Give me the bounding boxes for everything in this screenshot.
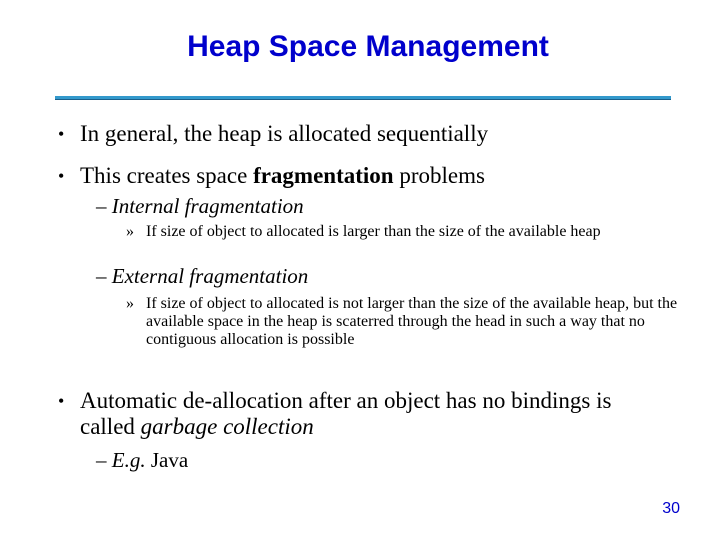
subitem-example-rest: Java [145,448,189,472]
subitem-external-label: External fragmentation [111,264,309,288]
bullet-2-text [80,163,700,189]
bullet-2-text-a: This creates space [80,163,254,188]
subitem-example-label: E.g. [111,448,146,472]
bullet-2-text-b: problems [393,163,485,188]
bullet-2-emphasis: fragmentation [253,163,394,188]
bullet-3-text-a: Automatic de-allocation after an object has no bindings is called [80,388,612,439]
bullet-3-emphasis: garbage collection [140,414,314,439]
bullet-dot-icon: • [58,391,65,411]
subitem-example [96,448,188,472]
detail-internal-text: If size of object to allocated is larger than the size of the available heap [146,223,601,240]
dash-icon: – [96,194,107,218]
bullet-dot-icon: • [58,124,65,144]
bullet-1-text: In general, the heap is allocated sequentially [80,121,489,146]
dash-icon: – [96,448,107,472]
subitem-external [96,264,308,288]
dash-icon: – [96,264,107,288]
page-number: 30 [662,500,680,517]
chevron-right-icon: » [126,295,134,312]
bullet-3-text [80,388,640,440]
chevron-right-icon: » [126,223,134,240]
bullet-dot-icon: • [58,166,65,186]
slide-title: Heap Space Management [187,30,549,63]
detail-external-text: If size of object to allocated is not larger than the size of the available heap, but the available space in the heap is scaterred through the head in such a way that no contiguous allocation is possible [146,295,678,348]
subitem-internal [96,194,304,218]
title-divider [55,96,671,100]
subitem-internal-label: Internal fragmentation [111,194,304,218]
